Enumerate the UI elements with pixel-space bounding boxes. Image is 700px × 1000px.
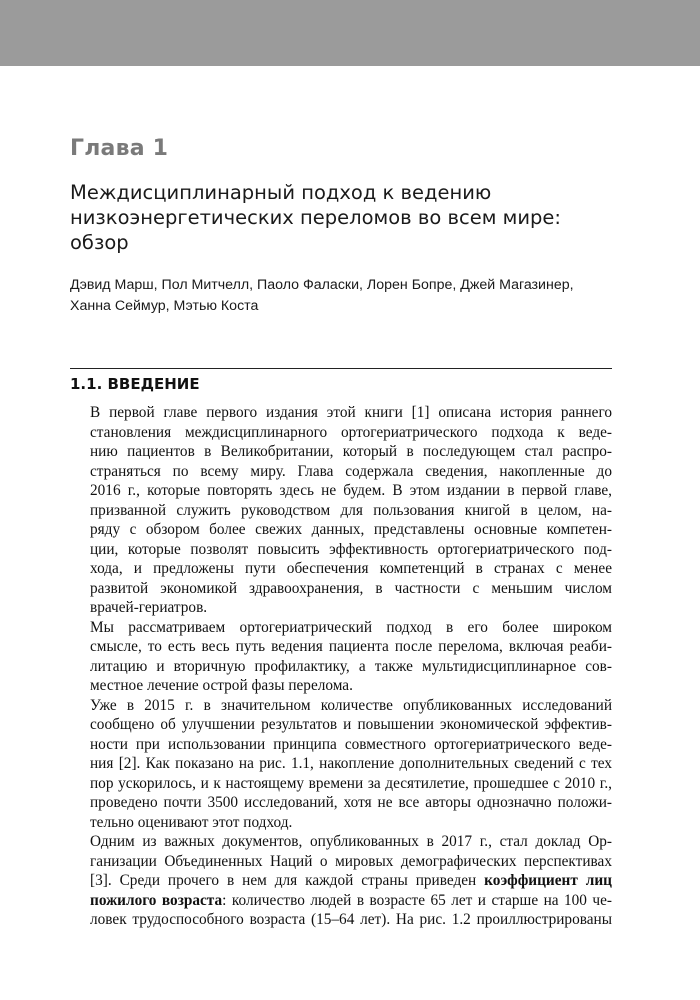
paragraph-3 [70, 696, 612, 833]
chapter-title-line: обзор [70, 231, 129, 254]
text-line: нию пациентов в Великобритании, который в последующем стал распро- [90, 443, 612, 460]
text-line: становления междисциплинарного ортогериатрического подхода к веде- [90, 423, 612, 441]
authors [70, 275, 630, 317]
text-line: страняться по всему миру. Глава содержала сведения, накопленные до [90, 462, 612, 480]
text-line: пор ускорилось, и к настоящему времени за десятилетие, прошедшее с 2010 г., [90, 774, 612, 792]
text-line: проведено почти 3500 исследований, хотя не все авторы однозначно положи- [90, 794, 612, 811]
text-fragment: [3]. Среди прочего в нем для каждой страны приведен [90, 872, 485, 889]
text-line: ловек трудоспособного возраста (15–64 лет). На рис. 1.2 проиллюстрированы [90, 911, 612, 928]
text-line: призванной служить руководством для пользования книгой в целом, на- [90, 501, 612, 519]
text-line: Уже в 2015 г. в значительном количестве опубликованных исследований [90, 696, 612, 714]
text-line: сообщено об улучшении результатов и повышении экономической эффектив- [90, 716, 612, 733]
term-bold: пожилого возраста [90, 891, 223, 909]
chapter-title-line: низкоэнергетических переломов во всем мире: [70, 206, 561, 229]
chapter-title [70, 180, 630, 255]
text-line: ряду с обзором более свежих данных, представлены основные компетен- [90, 521, 612, 538]
text-fragment: : количество людей в возрасте 65 лет и старше на 100 че- [222, 891, 612, 909]
text-line: ции, которые позволят повысить эффективность ортогериатрического под- [90, 540, 612, 558]
text-line: ности при использовании принципа совместного ортогериатрического веде- [90, 735, 612, 753]
authors-line: Дэвид Марш, Пол Митчелл, Паоло Фаласки, Лорен Бопре, Джей Магазинер, [70, 277, 574, 293]
paragraph-4 [70, 832, 612, 930]
authors-line: Ханна Сеймур, Мэтью Коста [70, 298, 259, 314]
text-line: тельно оценивают этот подход. [90, 813, 293, 831]
text-line: развитой экономикой здравоохранения, в частности с меньшим числом [90, 579, 612, 597]
text-line: Одним из важных документов, опубликованных в 2017 г., стал доклад Ор- [90, 833, 612, 850]
text-line: литацию и вторичную профилактику, а также мультидисциплинарное сов- [90, 657, 612, 675]
body-text [70, 403, 612, 930]
text-line: хода, и предложены пути обеспечения компетенций в странах с менее [90, 560, 612, 577]
section-divider [70, 368, 612, 369]
text-line: ния [2]. Как показано на рис. 1.1, накопление дополнительных сведений с тех [90, 755, 612, 772]
text-line [70, 871, 612, 891]
section-heading: 1.1. ВВЕДЕНИЕ [70, 375, 200, 393]
term-bold: коэффициент лиц [484, 872, 612, 889]
paragraph-2 [70, 618, 612, 696]
text-line: смысле, то есть весь путь ведения пациента после перелома, включая реаби- [90, 638, 612, 655]
text-line: ганизации Объединенных Наций о мировых демографических перспективах [90, 852, 612, 870]
paragraph-1 [70, 403, 612, 618]
text-line: врачей-гериатров. [90, 599, 208, 616]
header-band [0, 0, 700, 66]
chapter-title-line: Междисциплинарный подход к ведению [70, 181, 492, 204]
chapter-label: Глава 1 [70, 136, 169, 161]
text-line: В первой главе первого издания этой книги [1] описана история раннего [90, 404, 612, 421]
text-line: Мы рассматриваем ортогериатрический подход в его более широком [90, 618, 612, 636]
text-line: местное лечение острой фазы перелома. [90, 677, 353, 694]
text-line [70, 891, 612, 911]
text-line: 2016 г., которые повторять здесь не будем. В этом издании в первой главе, [90, 482, 612, 499]
